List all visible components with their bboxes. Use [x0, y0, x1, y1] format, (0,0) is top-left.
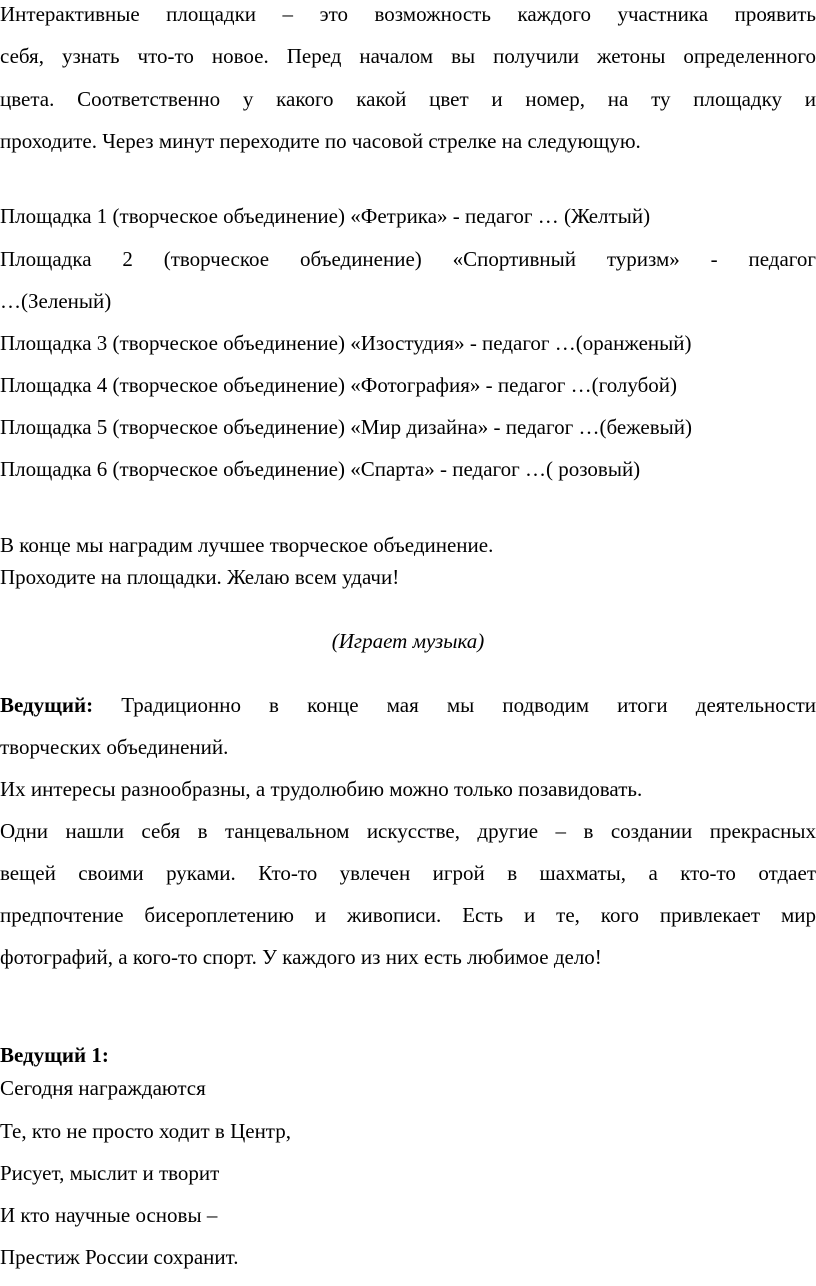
- speaker-label: Ведущий:: [0, 693, 94, 717]
- stage-direction: (Играет музыка): [331, 629, 485, 653]
- verse-line: Престиж России сохранит.: [0, 1245, 239, 1269]
- platform-line: Площадка 4 (творческое объединение) «Фотография» - педагог …(голубой): [0, 373, 678, 397]
- intro-line: проходите. Через минут переходите по часовой стрелке на следующую.: [0, 129, 641, 153]
- host-speech-line: вещей своими руками. Кто-то увлечен игрой в шахматы, а кто-то отдает: [0, 861, 816, 885]
- host-speech-line: творческих объединений.: [0, 735, 229, 759]
- intro-line: цвета. Соответственно у какого какой цвет и номер, на ту площадку и: [0, 87, 816, 111]
- verse-line: И кто научные основы –: [0, 1203, 218, 1227]
- intro-line: себя, узнать что-то новое. Перед началом вы получили жетоны определенного: [0, 44, 816, 68]
- closing-line: Проходите на площадки. Желаю всем удачи!: [0, 565, 400, 589]
- verse-line: Сегодня награждаются: [0, 1076, 206, 1100]
- speaker-label: Ведущий 1:: [0, 1043, 109, 1067]
- platform-line: Площадка 6 (творческое объединение) «Спарта» - педагог …( розовый): [0, 457, 641, 481]
- platform-line: Площадка 3 (творческое объединение) «Изостудия» - педагог …(оранженый): [0, 331, 692, 355]
- platform-line: Площадка 5 (творческое объединение) «Мир дизайна» - педагог …(бежевый): [0, 415, 692, 439]
- platform-line: Площадка 2 (творческое объединение) «Спортивный туризм» - педагог: [0, 247, 816, 271]
- host-speech-text: Традиционно в конце мая мы подводим итоги деятельности: [93, 693, 816, 717]
- verse-line: Те, кто не просто ходит в Центр,: [0, 1119, 291, 1143]
- host-speech-line: Одни нашли себя в танцевальном искусстве, другие – в создании прекрасных: [0, 819, 816, 843]
- platform-line: …(Зеленый): [0, 289, 112, 313]
- platform-line: Площадка 1 (творческое объединение) «Фетрика» - педагог … (Желтый): [0, 204, 651, 228]
- host-speech-first-line: [0, 691, 816, 719]
- verse-line: Рисует, мыслит и творит: [0, 1161, 220, 1185]
- host-speech-line: предпочтение бисероплетению и живописи. Есть и те, кого привлекает мир: [0, 903, 816, 927]
- host-speech-line: фотографий, а кого-то спорт. У каждого из них есть любимое дело!: [0, 945, 602, 969]
- host-speech-line: Их интересы разнообразны, а трудолюбию можно только позавидовать.: [0, 777, 643, 801]
- closing-line: В конце мы наградим лучшее творческое объединение.: [0, 533, 494, 557]
- intro-line: Интерактивные площадки – это возможность каждого участника проявить: [0, 2, 816, 26]
